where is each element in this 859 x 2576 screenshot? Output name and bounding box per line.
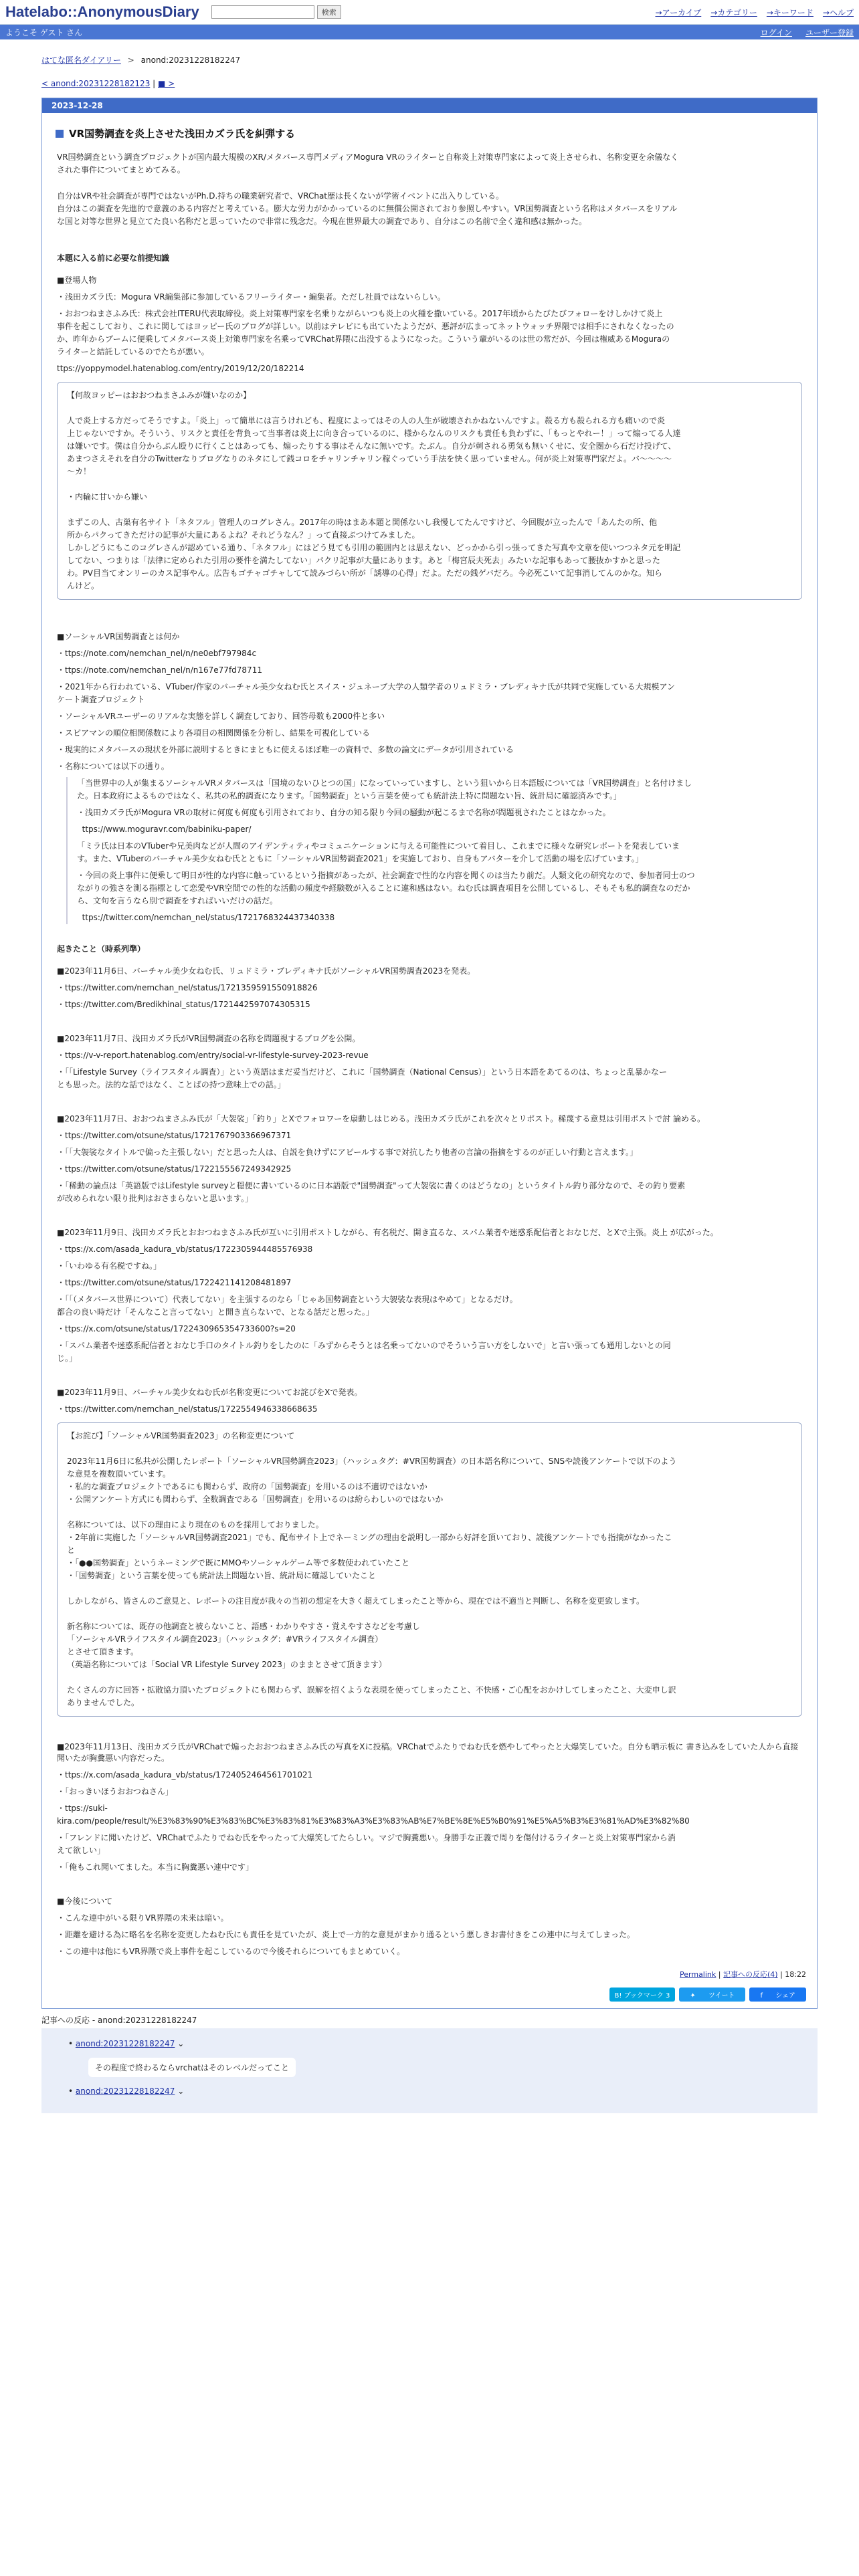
breadcrumb-home[interactable]: はてな匿名ダイアリー: [41, 56, 121, 65]
reaction-text: その程度で終わるならvrchatはそのレベルだってこと: [88, 2058, 296, 2077]
entry-title: VR国勢調査を炎上させた浅田カズラ氏を糾弾する: [56, 126, 806, 140]
event-heading: ■2023年11月7日、浅田カズラ氏がVR国勢調査の名称を問題視するブログを公開。: [57, 1034, 361, 1043]
list-item: ttps://twitter.com/nemchan_nel/status/1721768324437340338: [77, 913, 335, 922]
list-item: ・「スパム業者や迷惑系配信者とおなじ手口のタイトル釣りをしたのに「みずからそうとは名乗ってないのでそういう言い方をしないで」と言い張っても通用しないとの同 じ。」: [57, 1341, 671, 1363]
blockquote: 【何故ヨッピーはおおつねまさふみが嫌いなのか】 人で炎上する方だってそうですよ。「炎上」って簡単には言うけれども、程度によってはその人の人生が破壊されかねないんですよ。殺る方も殺られる方も痛いので炎 上じゃないですか。そういう、リスクと責任を背負って当事者は炎上に向き合っているのに、様からなんのリスクも責任も負わずに、「もっとやれー！」って煽ってる人達 は嫌いです。僕は自分からぶん殴りに行くことはあっても、煽ったりする事はそんなに無いです。たぶん。自分が刺される勇気も無いくせに、安全圏から石だけ投げて、 あまつさえそれを自分のTwitterなりブログなりのネタにして銭コロをチャリンチャリン稼ぐっていう手法を快く思っていません。何が炎上対策専門家だよ。バ〜〜〜〜 〜カ！ ・内輪に甘いから嫌い まずこの人、古巣有名サイト「ネタフル」管理人のコグレさん。2017年の時はまあ本題と関係ないし我慢してたんですけど、今回腹が立ったんで「あんたの所、他 所からパクってきただけの記事が大量にあるよね？それどうなん？」って直接ぶつけてみました。 しかしどうにもこのコグレさんが認めている通り、「ネタフル」にはどう見ても引用の範囲内とは思えない、どっかから引っ張ってきた写真や文章を使いつつネタ元を明記 してない、つまりは「法律に定められた引用の要件を満たしてない」パクリ記事が大量にあります。あと「梅宮辰夫死去」みたいな記事もあって腰抜かすかと思った わ。PV目当てオンリーのカス記事やん。広告もゴチャゴチャしてて読みづらい所が「誘導の心得」だよ。ただの銭ゲバだろ。今必死こいて記事消してんのかな。知ら んけど。: [57, 382, 802, 600]
intro-paragraph: 自分はVRや社会調査が専門ではないがPh.D.持ちの職業研究者で、VRChat歴は長くないが学術イベントに出入りしている。: [57, 191, 504, 201]
list-item: ・おおつねまさふみ氏：株式会社ITERU代表取締役。炎上対策専門家を名乗りながらいつも炎上の火種を撒いている。2017年頃からたびたびフォローをけしかけて炎上 事件を起こしており、これに関してはヨッピー氏のブログが詳しい。以前はテレビにも出ていたようだが、悪評が広まってネットウォッチ界隈では相手にされなくなったの か、昨年からブームに便乗してメタバース炎上対策専門家を名乗ってVRChat界隈に出没するようになった。こういう輩がいるのは世の常だが、今回は権威あるMoguraの ライターと結託しているのでたちが悪い。: [57, 309, 674, 356]
login-link[interactable]: ログイン: [760, 27, 792, 37]
section-heading: 起きたこと（時系列準）: [57, 944, 146, 954]
list-item: ・ttps://twitter.com/nemchan_nel/status/1721359591550918826: [57, 983, 318, 992]
bullet-icon: •: [68, 2039, 76, 2048]
list-item: ・2021年から行われている、VTuber/作家のバーチャル美少女ねむ氏とスイス・ジュネーブ大学の人類学者のリュドミラ・ブレディキナ氏が共同で実施している大規模アン ケート調査プロジェクト: [57, 682, 676, 704]
bullet-icon: •: [68, 2086, 76, 2096]
list-item: ・「いわゆる有名税ですね。」: [57, 1261, 162, 1271]
reactions-list: [41, 2028, 818, 2113]
next-entry-link[interactable]: ■ >: [158, 79, 175, 88]
user-bar: [0, 25, 859, 39]
list-item: ・「「（メタバース世界について）代表してない」を主張するのなら「じゃあ国勢調査という大袈裟な表現はやめて」となるだけ。 都合の良い時だけ「そんなこと言ってない」と開き直らないで、となる話だと思った。」: [57, 1295, 518, 1317]
welcome-text: ようこそ ゲスト さん: [5, 27, 83, 37]
tweet-button[interactable]: ✦ ツイート: [679, 1988, 745, 2002]
square-icon: [56, 130, 64, 138]
breadcrumb: [0, 39, 859, 66]
entry-time: 18:22: [785, 1970, 806, 1979]
list-item: ・ソーシャルVRユーザーのリアルな実態を詳しく調査しており、回答母数も2000件と多い: [57, 712, 385, 721]
list-item: ttps://www.moguravr.com/babiniku-paper/: [77, 825, 252, 834]
subsection-heading: ■今後について: [57, 1897, 113, 1906]
arrow-icon: →: [766, 7, 773, 17]
chevron-down-icon[interactable]: ⌄: [177, 2039, 185, 2048]
list-item: ・浅田カズラ氏：Mogura VR編集部に参加しているフリーライター・編集者。ただし社員ではないらしい。: [57, 292, 446, 302]
site-logo[interactable]: Hatelabo::AnonymousDiary: [5, 3, 199, 20]
list-item: ・「稀動の論点は「英語版ではLifestyle surveyと穏便に書いているのに日本語版で"国勢調査"って大袈裟に書くのはどうなの」というタイトル釣り部分なので、その釣り要素 が改められない限り批判はおさまらないと思います。」: [57, 1181, 686, 1203]
site-header: [0, 0, 859, 25]
list-item: ・「フレンドに聞いたけど、VRChatでふたりでねむ氏をやったって大爆笑してたらしい。マジで胸糞悪い。身勝手な正義で周りを傷付けるライターと炎上対策専門家から消 えて欲しい」: [57, 1833, 676, 1855]
list-item: ・この連中は他にもVR界隈で炎上事件を起こしているので今後それらについてもまとめていく。: [57, 1947, 405, 1956]
hatena-bookmark-button[interactable]: B! ブックマーク 3: [609, 1988, 676, 2002]
list-item: ・「「大袈裟なタイトルで偏った主張しない」だと思った人は、自説を負けずにアピールする事で対抗したり他者の言論の指摘をするのが正しい行動と言えます。」: [57, 1148, 638, 1157]
list-item: [41, 2035, 818, 2052]
section-heading: 本題に入る前に必要な前提知識: [57, 253, 170, 263]
list-item: ・こんな連中がいる限りVR界隈の未来は暗い。: [57, 1913, 229, 1923]
name-quote: [66, 777, 806, 924]
list-item: ・「俺もこれ聞いてました。本当に胸糞悪い連中です」: [57, 1862, 254, 1872]
list-item: ・今回の炎上事件に便乗して明日が性的な内容に触っているという指摘があったが、社会調査で性的な内容を聞くのは当たり前だ。人類文化の研究なので、参加者同士のつ ながりの強さを測る指標として恋愛やVR空間での性的な活動の頻度や経験数が入ることに違和感はない。ねむ氏は調査項目を公開しているし、そもそも私的調査なのだか ら、文句を言うなら別で調査をすればいいだけの話だ。: [77, 871, 695, 905]
list-item: ・浅田カズラ氏がMogura VRの取材に何度も何度も引用されており、自分の知る限り今回の騒動が起こるまで名称が問題視されたことはなかった。: [77, 808, 611, 817]
list-item: ・スピアマンの順位相関係数により各項目の相関関係を分析し、結果を可視化している: [57, 728, 371, 738]
event-heading: ■2023年11月9日、浅田カズラ氏とおおつねまさふみ氏が互いに引用ポストしながら、有名税だ、開き直るな、スパム業者や迷惑系配信者とおなじだ、とXで主張。炎上 が広がった。: [57, 1228, 719, 1237]
blockquote: 【お詫び】「ソーシャルVR国勢調査2023」の名称変更について 2023年11月6日に私共が公開したレポート「ソーシャルVR国勢調査2023」（ハッシュタグ：#VR国勢調査）の日本語名称について、SNSや読後アンケートで以下のよう な意見を複数頂いています。 ・私的な調査プロジェクトであるにも関わらず、政府の「国勢調査」を用いるのは不適切ではないか ・公開アンケート方式にも関わらず、全数調査である「国勢調査」を用いるのは紛らわしいのではないか 名称については、以下の理由により現在のものを採用しておりました。 ・2年前に実施した「ソーシャルVR国勢調査2021」でも、配布サイト上でネーミングの理由を説明し一部から好評を頂いており、読後アンケートでも指摘がなかったこ と ・「●●国勢調査」というネーミングで既にMMOやソーシャルゲーム等で多数使われていたこと ・「国勢調査」という言葉を使っても統計法上問題ない旨、統計局に確認していたこと しかしながら、皆さんのご意見と、レポートの注目度が我々の当初の想定を大きく超えてしまったこと等から、現在では不適当と判断し、名称を変更致します。 新名称については、既存の他調査と被らないこと、語感・わかりやすさ・覚えやすさなどを考慮し 「ソーシャルVRライフスタイル調査2023」（ハッシュタグ：#VRライフスタイル調査） とさせて頂きます。 （英語名称については「Social VR Lifestyle Survey 2023」のままとさせて頂きます） たくさんの方に回答・拡散協力頂いたプロジェクトにも関わらず、誤解を招くような表現を使ってしまったこと、不快感・ご心配をおかけしてしまったこと、大変申し訳 ありませんでした。: [57, 1422, 802, 1717]
list-item: ・ttps://suki- kira.com/people/result/%E3%83%90%E3%83%BC%E3%83%81%E3%83%A3%E3%83%AB%E7%BE%8E%E5%B0%91%E5%A5%B3%E3%81%AD%E3%82%80: [57, 1804, 690, 1826]
list-item: ・名称については以下の通り。: [57, 762, 169, 771]
list-item: ・ttps://note.com/nemchan_nel/n/n167e77fd78711: [57, 665, 262, 675]
prev-entry-link[interactable]: < anond:20231228182123: [41, 79, 151, 88]
search-form: [211, 5, 341, 19]
list-item: ・ttps://twitter.com/nemchan_nel/status/1722554946338668635: [57, 1404, 318, 1414]
list-item: ・「おっきいほうおおつねさん」: [57, 1787, 173, 1796]
list-item: ttps://yoppymodel.hatenablog.com/entry/2019/12/20/182214: [57, 364, 304, 373]
top-links: [656, 7, 854, 18]
reactions-link[interactable]: 記事への反応(4): [723, 1970, 778, 1979]
entry-footer: [53, 1962, 806, 1979]
footer-sep: |: [718, 1970, 721, 1979]
subsection-heading: ■登場人物: [57, 276, 97, 285]
entry-container: [41, 98, 818, 2009]
event-heading: ■2023年11月7日、おおつねまさふみ氏が「大袈裟」「釣り」とXでフォロワーを扇動しはじめる。浅田カズラ氏がこれを次々とリポスト。稀蔑する意見は引用ポストで討 論める。: [57, 1114, 706, 1123]
search-button[interactable]: 検索: [317, 5, 341, 19]
list-item: ・距離を避ける為に略名を名称を変更したねむ氏にも責任を見ていたが、炎上で一方的な意見がまかり通るという悪しきお書付きをこの連中に与えてしまった。: [57, 1930, 636, 1939]
arrow-icon: →: [655, 7, 662, 17]
list-item: ・現実的にメタバースの現状を外部に説明するときにまともに使えるほぼ唯一の資料で、多数の論文にデータが引用されている: [57, 745, 514, 754]
list-item: ・ttps://x.com/otsune/status/1722430965354733600?s=20: [57, 1324, 296, 1333]
list-item: 「ミラ氏は日本のVTuberや兄美肉などが人間のアイデンティティやコミュニケーションに与える可能性について着目し、これまでに様々な研究レポートを発表していま す。また、VTuberのバーチャル美少女ねむ氏とともに「ソーシャルVR国勢調査2021」を実施しており、自身もアバターを介して活動の場を広げています。」: [77, 841, 680, 863]
entry-date: 2023-12-28: [42, 98, 817, 113]
category-link[interactable]: →カテゴリー: [710, 7, 757, 17]
entry-body: [42, 113, 817, 2008]
breadcrumb-current: anond:20231228182247: [140, 56, 241, 65]
list-item: ・ttps://twitter.com/Bredikhinal_status/1721442597074305315: [57, 1000, 310, 1009]
permalink[interactable]: Permalink: [680, 1970, 717, 1979]
breadcrumb-sep: >: [127, 56, 134, 65]
footer-sep: |: [780, 1970, 783, 1979]
list-item: ・ttps://x.com/asada_kadura_vb/status/1722305944485576938: [57, 1245, 313, 1254]
help-link[interactable]: →ヘルプ: [822, 7, 854, 17]
nav-sep: |: [153, 79, 156, 88]
arrow-icon: →: [710, 7, 718, 17]
facebook-share-button[interactable]: f シェア: [749, 1988, 806, 2002]
reactions-title: 記事への反応 - anond:20231228182247: [41, 2016, 197, 2025]
bird-icon: ✦: [690, 1992, 698, 2000]
event-heading: ■2023年11月9日、バーチャル美少女ねむ氏が名称変更についてお詫びをXで発表。: [57, 1388, 363, 1397]
list-item: 「当世界中の人が集まるソーシャルVRメタバースは「国境のないひとつの国」になっていっていますし、という狙いから日本語版については「VR国勢調査」と名付けまし た。日本政府によるものではなく、私共の私的調査になります。「国勢調査」という言葉を使っても統計法上特に問題ない旨、統計局に確認済みです。」: [77, 778, 692, 800]
intro-paragraph: 自分はこの調査を先進的で意義のある内容だと考えている。膨大な労力がかかっているのに無償公開されており参照しやすい。VR国勢調査という名称はメタバースをリアル な国と対等な世界と見立てた良い名称だと思っていたので非常に残念だ。今現在世界最大の調査であり、自分はこの名前で全く違和感は無かった。: [57, 204, 678, 226]
event-heading: ■2023年11月6日、バーチャル美少女ねむ氏、リュドミラ・ブレディキナ氏がソーシャルVR国勢調査2023を発表。: [57, 966, 476, 976]
chevron-down-icon[interactable]: ⌄: [177, 2086, 185, 2096]
entry-nav: [0, 66, 859, 88]
archive-link[interactable]: →アーカイブ: [655, 7, 702, 17]
event-heading: ■2023年11月13日、浅田カズラ氏がVRChatで煽ったおおつねまさふみ氏の写真をXに投稿。VRChatでふたりでねむ氏を燃やしてやったと大爆笑していた。自分も晒示板に 書き込みをしていた人から直接聞いたが胸糞悪い内容だった。: [57, 1742, 799, 1763]
list-item: [41, 2082, 818, 2100]
list-item: ・ttps://x.com/asada_kadura_vb/status/1724052464561701021: [57, 1770, 313, 1780]
keyword-link[interactable]: →キーワード: [766, 7, 814, 17]
reaction-link[interactable]: anond:20231228182247: [75, 2039, 175, 2048]
intro-paragraph: VR国勢調査という調査プロジェクトが国内最大規模のXR/メタバース専門メディアMogura VRのライターと自称炎上対策専門家によって炎上させられ、名称変更を余儀なく された事件についてまとめてみる。: [57, 152, 679, 175]
search-input[interactable]: [211, 5, 314, 19]
share-buttons: [53, 1988, 806, 2002]
list-item: ・ttps://twitter.com/otsune/status/1722155567249342925: [57, 1164, 292, 1174]
list-item: ・ttps://note.com/nemchan_nel/n/ne0ebf797984c: [57, 649, 257, 658]
register-link[interactable]: ユーザー登録: [805, 27, 854, 37]
list-item: ・ttps://twitter.com/otsune/status/1721767903366967371: [57, 1131, 292, 1140]
reaction-link[interactable]: anond:20231228182247: [75, 2086, 175, 2096]
list-item: ・ttps://v-v-report.hatenablog.com/entry/social-vr-lifestyle-survey-2023-revue: [57, 1051, 369, 1060]
arrow-icon: →: [822, 7, 830, 17]
facebook-icon: f: [760, 1992, 765, 2000]
subsection-heading: ■ソーシャルVR国勢調査とは何か: [57, 632, 180, 641]
list-item: ・ttps://twitter.com/otsune/status/1722421141208481897: [57, 1278, 292, 1287]
list-item: ・「「Lifestyle Survey（ライフスタイル調査）」という英語はまだ妥当だけど、これに「国勢調査（National Census）」という日本語をあてるのは、ちょっと乱暴かなー とも思った。法的な話ではなく、ことばの持つ意味上での話。」: [57, 1067, 667, 1089]
